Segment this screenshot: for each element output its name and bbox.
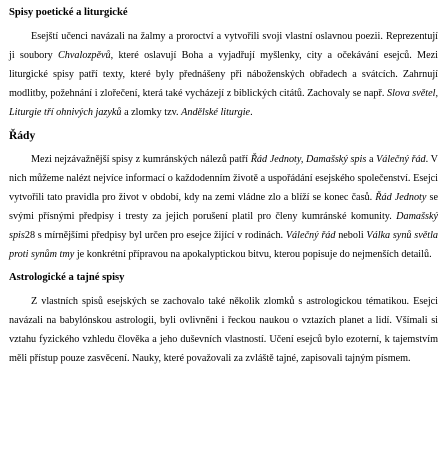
text-run: . xyxy=(250,107,253,118)
italic-title-run: Válečný řád xyxy=(376,154,426,165)
italic-title-run: Slova světel, Liturgie tří ohnivých jazyků xyxy=(9,88,439,118)
text-run: Esejští učenci navázali na žalmy a proroctví a vytvořili svoji vlastní oslavnou poezii. Reprezentují ji soubory xyxy=(9,31,438,61)
text-run: a xyxy=(366,154,377,165)
text-run: se svými přísnými předpisy i tresty za jejich porušení platil pro členy kumránské komunity. xyxy=(9,192,438,222)
italic-title-run: Andělské liturgie xyxy=(181,107,251,118)
text-run: neboli xyxy=(335,230,367,241)
section-heading-astrological-secret: Astrologické a tajné spisy xyxy=(9,272,125,283)
italic-title-run: Chvalozpěvů xyxy=(58,50,111,61)
section-heading-poetic-liturgical: Spisy poetické a liturgické xyxy=(9,7,128,18)
italic-title-run: Řád Jednoty, Damašský spis xyxy=(250,154,367,165)
text-run: je konkrétní přípravou na apokalyptickou bitvu, kterou popisuje do nejmenších detailů. xyxy=(74,249,432,260)
italic-title-run: Damašský spis xyxy=(9,211,438,241)
text-run: Mezi nejzávažnější spisy z kumránských nálezů patří xyxy=(31,154,251,165)
text-run: , které oslavují Boha a vyjadřují myšlenky, city a očekávání esejců. Mezi liturgické spisy patří texty, které byly přednášeny při náboženských obřadech a svátcích. Zahrnují modlitby, požehnání i zlořečení, která také vycházejí z biblických citátů. Zachovaly se např. xyxy=(9,50,438,99)
section-paragraph-orders xyxy=(9,150,438,264)
section-paragraph-poetic-liturgical xyxy=(9,27,438,122)
text-run: a zlomky tzv. xyxy=(121,107,182,118)
italic-title-run: Válečný řád xyxy=(285,230,336,241)
text-run: Z vlastních spisů esejských se zachovalo také několik zlomků s astrologickou tématikou. Esejci navázali na babylónskou astrologii, byli ovlivněni i řeckou naukou o vztazích planet a lidí. Všímali si vztahu fyzického vzhledu člověka a jeho duševních vlastností. Učení esejců bylo ezoterní, k tajemstvím měli přístup pouze zasvěcení. Nauky, které považovali za zvláště tajné, zapisovali tajným písmem. xyxy=(9,296,438,364)
text-run: 28 s mírnějšími předpisy byl určen pro esejce žijící v rodinách. xyxy=(24,230,286,241)
italic-title-run: Válka synů světla proti synům tmy xyxy=(9,230,438,260)
section-paragraph-astrological-secret xyxy=(9,292,438,368)
section-heading-orders: Řády xyxy=(9,130,36,142)
text-run: . V nich můžeme nalézt nejvíce informací o každodenním životě a uspořádání esejského společenství. Esejci vytvořili tato pravidla pro život v období, kdy na zemi vládne zlo a blíží se konec časů. xyxy=(9,154,438,203)
italic-title-run: Řád Jednoty xyxy=(375,192,427,203)
